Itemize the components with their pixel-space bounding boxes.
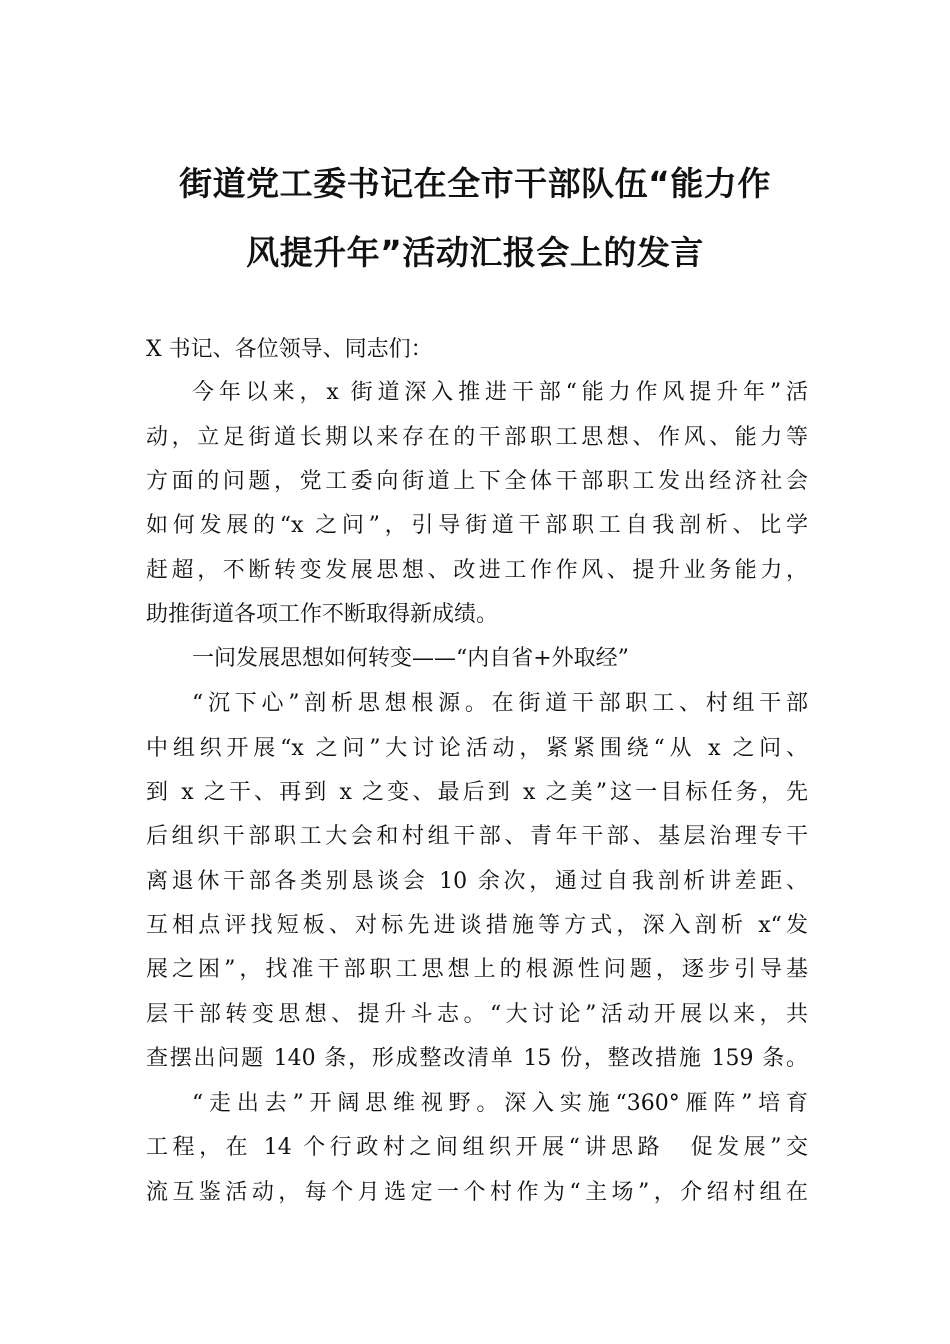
paragraph-line: “沉下心”剖析思想根源。在街道干部职工、村组干部 — [192, 691, 808, 716]
paragraph-line: 互相点评找短板、对标先进谈措施等方式，深入剖析 x“发 — [146, 913, 808, 938]
paragraph-line: 中组织开展“x 之问”大讨论活动，紧紧围绕“从 x 之问、 — [146, 736, 808, 761]
salutation: X 书记、各位领导、同志们： — [146, 337, 433, 362]
paragraph-line: 动，立足街道长期以来存在的干部职工思想、作风、能力等 — [146, 425, 808, 450]
paragraph-line: 助推街道各项工作不断取得新成绩。 — [146, 602, 499, 627]
paragraph-line: 方面的问题，党工委向街道上下全体干部职工发出经济社会 — [146, 469, 808, 494]
paragraph-line: 展之困”，找准干部职工思想上的根源性问题，逐步引导基 — [146, 957, 808, 982]
paragraph-line: 层干部转变思想、提升斗志。“大讨论”活动开展以来，共 — [146, 1002, 808, 1027]
paragraph-line: 离退休干部各类别恳谈会 10 余次，通过自我剖析讲差距、 — [146, 869, 808, 894]
paragraph-line: 到 x 之干、再到 x 之变、最后到 x 之美”这一目标任务，先 — [146, 780, 808, 805]
paragraph-line: 赶超，不断转变发展思想、改进工作作风、提升业务能力， — [146, 558, 808, 583]
paragraph-line: 如何发展的“x 之问”，引导街道干部职工自我剖析、比学 — [146, 513, 808, 538]
document-title-line-2: 风提升年”活动汇报会上的发言 — [246, 233, 704, 272]
paragraph-line: 流互鉴活动，每个月选定一个村作为“主场”，介绍村组在 — [146, 1180, 808, 1205]
document-title-line-1: 街道党工委书记在全市干部队伍“能力作 — [179, 164, 771, 203]
section-heading: 一问发展思想如何转变——“内自省+外取经” — [192, 646, 629, 671]
paragraph-line: 今年以来，x 街道深入推进干部“能力作风提升年”活 — [192, 380, 808, 405]
paragraph-line: 查摆出问题 140 条，形成整改清单 15 份，整改措施 159 条。 — [146, 1046, 808, 1071]
paragraph-line: 工程，在 14 个行政村之间组织开展“讲思路 促发展”交 — [146, 1135, 808, 1160]
paragraph-line: “走出去”开阔思维视野。深入实施“360°雁阵”培育 — [192, 1091, 808, 1116]
paragraph-line: 后组织干部职工大会和村组干部、青年干部、基层治理专干 — [146, 824, 808, 849]
